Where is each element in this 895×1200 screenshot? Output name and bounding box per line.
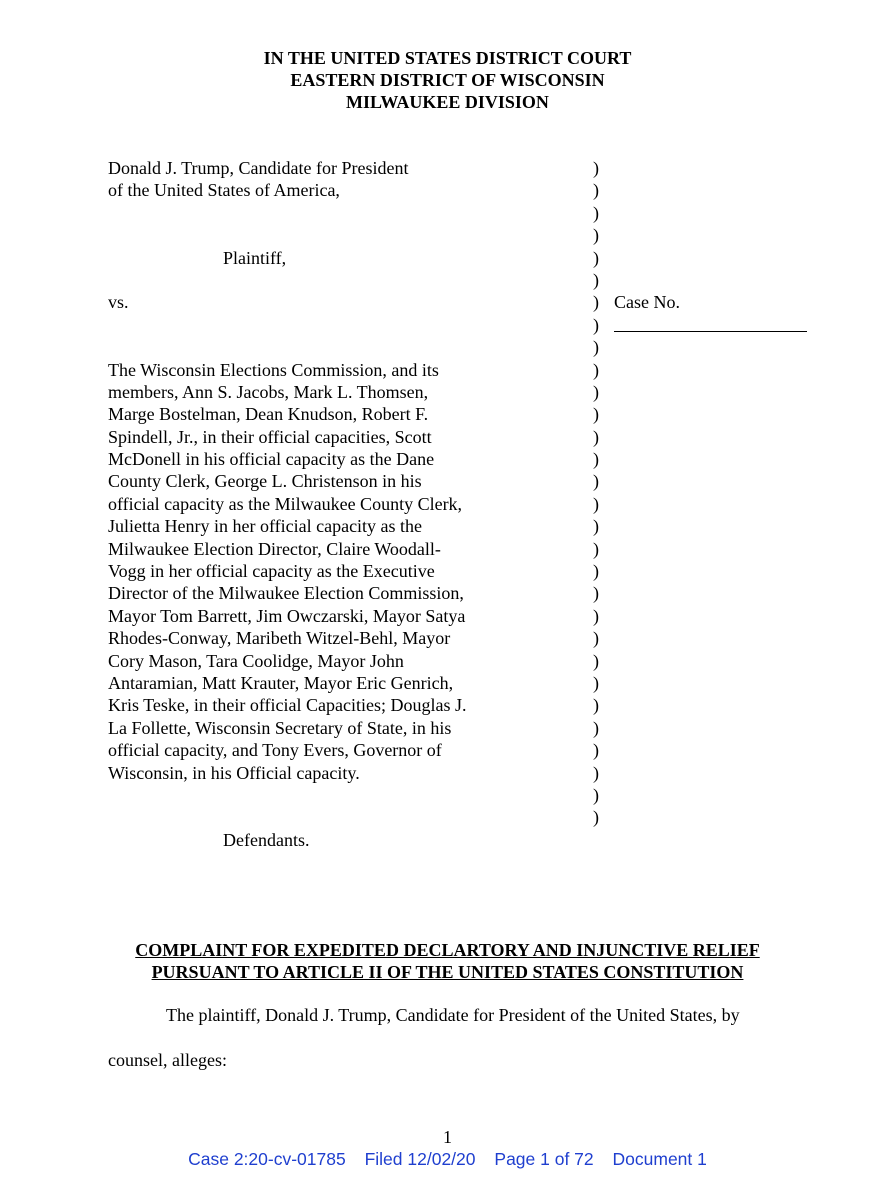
caption-parenthesis: ) bbox=[593, 493, 599, 514]
court-district: EASTERN DISTRICT OF WISCONSIN bbox=[290, 70, 605, 90]
plaintiff-name-line: Donald J. Trump, Candidate for President bbox=[108, 158, 409, 178]
caption-parenthesis: ) bbox=[593, 337, 599, 358]
defendant-name-line: Antaramian, Matt Krauter, Mayor Eric Genrich, bbox=[108, 672, 454, 693]
caption-parenthesis: ) bbox=[593, 516, 599, 537]
caption-parenthesis: ) bbox=[593, 807, 599, 828]
court-division: MILWAUKEE DIVISION bbox=[346, 92, 549, 112]
footer-document-number: Document 1 bbox=[612, 1149, 707, 1169]
caption-parenthesis: ) bbox=[593, 672, 599, 693]
body-paragraph-line: The plaintiff, Donald J. Trump, Candidate for President of the United States, by bbox=[166, 1005, 740, 1025]
versus-label: vs. bbox=[108, 292, 129, 313]
defendants-label: Defendants. bbox=[223, 829, 310, 850]
caption-parenthesis: ) bbox=[593, 359, 599, 380]
defendant-name-line: Wisconsin, in his Official capacity. bbox=[108, 762, 360, 783]
caption-parenthesis: ) bbox=[593, 717, 599, 738]
case-number-blank-line bbox=[614, 331, 807, 332]
caption-parenthesis: ) bbox=[593, 381, 599, 402]
defendant-name-line: Marge Bostelman, Dean Knudson, Robert F. bbox=[108, 404, 429, 425]
caption-parenthesis: ) bbox=[593, 583, 599, 604]
defendant-name-line: McDonell in his official capacity as the Dane bbox=[108, 449, 435, 470]
caption-parenthesis: ) bbox=[593, 269, 599, 290]
caption-parenthesis: ) bbox=[593, 538, 599, 559]
case-number-label: Case No. bbox=[614, 292, 680, 312]
defendant-name-line: Rhodes-Conway, Maribeth Witzel-Behl, Mayor bbox=[108, 628, 451, 649]
caption-parenthesis: ) bbox=[593, 292, 599, 313]
caption-parenthesis: ) bbox=[593, 158, 599, 178]
defendant-name-line: La Follette, Wisconsin Secretary of State, in his bbox=[108, 717, 452, 738]
complaint-title-line: COMPLAINT FOR EXPEDITED DECLARTORY AND INJUNCTIVE RELIEF bbox=[135, 940, 760, 960]
caption-parenthesis: ) bbox=[593, 247, 599, 268]
defendant-name-line: Vogg in her official capacity as the Executive bbox=[108, 561, 435, 582]
caption-parenthesis: ) bbox=[593, 762, 599, 783]
caption-parenthesis: ) bbox=[593, 202, 599, 223]
defendant-name-line: County Clerk, George L. Christenson in his bbox=[108, 471, 422, 492]
caption-parties bbox=[108, 157, 578, 851]
caption-parenthesis: ) bbox=[593, 426, 599, 447]
plaintiff-name-line: of the United States of America, bbox=[108, 180, 340, 201]
caption-parenthesis: ) bbox=[593, 628, 599, 649]
defendant-name-line: Kris Teske, in their official Capacities; Douglas J. bbox=[108, 695, 467, 716]
footer-page-count: Page 1 of 72 bbox=[494, 1149, 594, 1169]
defendant-name-line: Spindell, Jr., in their official capacities, Scott bbox=[108, 426, 432, 447]
footer-case-number: Case 2:20-cv-01785 bbox=[188, 1149, 346, 1169]
defendant-name-line: Julietta Henry in her official capacity as the bbox=[108, 516, 423, 537]
defendant-name-line: Director of the Milwaukee Election Commission, bbox=[108, 583, 464, 604]
defendant-name-line: members, Ann S. Jacobs, Mark L. Thomsen, bbox=[108, 381, 429, 402]
caption-parenthesis: ) bbox=[593, 650, 599, 671]
caption-parenthesis: ) bbox=[593, 561, 599, 582]
caption-parenthesis: ) bbox=[593, 225, 599, 246]
caption-parenthesis: ) bbox=[593, 784, 599, 805]
caption-parenthesis: ) bbox=[593, 314, 599, 335]
caption-parenthesis: ) bbox=[593, 180, 599, 201]
defendant-name-line: The Wisconsin Elections Commission, and its bbox=[108, 359, 439, 380]
defendant-name-line: Cory Mason, Tara Coolidge, Mayor John bbox=[108, 650, 404, 671]
complaint-title bbox=[0, 939, 895, 983]
page-number: 1 bbox=[443, 1127, 452, 1147]
court-name: IN THE UNITED STATES DISTRICT COURT bbox=[263, 48, 632, 68]
defendant-name-line: Mayor Tom Barrett, Jim Owczarski, Mayor Satya bbox=[108, 605, 466, 626]
defendant-name-line: Milwaukee Election Director, Claire Woodall- bbox=[108, 538, 441, 559]
caption-parenthesis: ) bbox=[593, 605, 599, 626]
plaintiff-label: Plaintiff, bbox=[223, 247, 287, 268]
ecf-footer bbox=[0, 1148, 895, 1170]
caption-parenthesis: ) bbox=[593, 471, 599, 492]
caption-parenthesis: ) bbox=[593, 404, 599, 425]
defendant-name-line: official capacity, and Tony Evers, Governor of bbox=[108, 740, 442, 761]
caption-parenthesis: ) bbox=[593, 449, 599, 470]
caption-parenthesis: ) bbox=[593, 740, 599, 761]
complaint-title-line: PURSUANT TO ARTICLE II OF THE UNITED STATES CONSTITUTION bbox=[151, 962, 744, 982]
defendant-name-line: official capacity as the Milwaukee County Clerk, bbox=[108, 493, 463, 514]
footer-filed-date: Filed 12/02/20 bbox=[364, 1149, 476, 1169]
caption-parenthesis-column bbox=[593, 157, 599, 829]
caption-parenthesis: ) bbox=[593, 695, 599, 716]
court-heading bbox=[0, 47, 895, 113]
body-paragraph-line: counsel, alleges: bbox=[108, 1050, 227, 1070]
